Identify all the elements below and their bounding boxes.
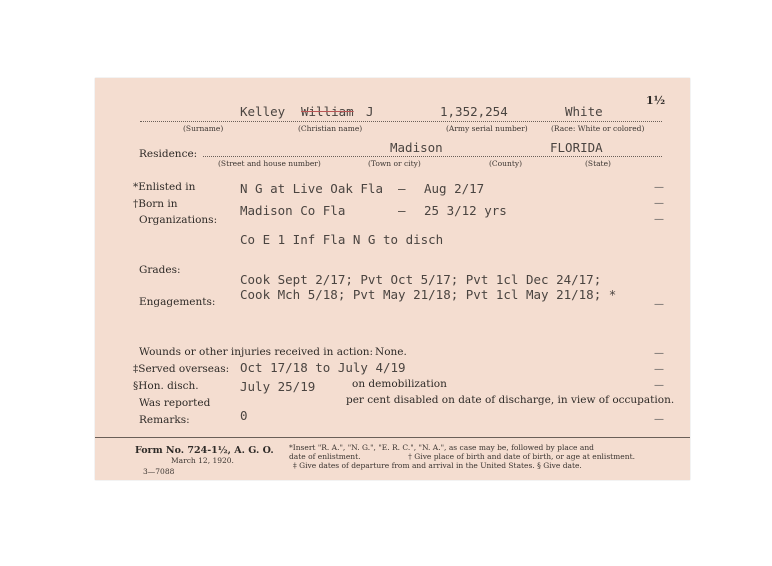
- footnote-3: ‡ Give dates of departure from and arrival in the United States. § Give date.: [293, 461, 582, 470]
- born-label: †Born in: [133, 198, 178, 210]
- town-value: Madison: [390, 140, 443, 155]
- wounds-value: None.: [375, 346, 407, 358]
- enlisted-right-dash: —: [654, 182, 664, 193]
- enlisted-value: N G at Live Oak Fla: [240, 181, 383, 196]
- caption-surname: (Surname): [183, 124, 224, 133]
- disability-text: per cent disabled on date of discharge, in view of occupation.: [346, 394, 675, 406]
- caption-county: (County): [489, 159, 523, 168]
- grades-label: Grades:: [139, 264, 181, 276]
- enlisted-label: *Enlisted in: [133, 181, 196, 193]
- hon-disch-value: July 25/19: [240, 379, 316, 394]
- hon-disch-reason: on demobilization: [352, 378, 447, 390]
- remarks-label: Remarks:: [139, 414, 190, 426]
- hon-disch-label: §Hon. disch.: [133, 380, 199, 392]
- christian-name-value: J: [366, 104, 374, 119]
- caption-street: (Street and house number): [218, 159, 321, 168]
- footnote-2: date of enlistment. † Give place of birth and date of birth, or age at enlistment.: [289, 452, 635, 461]
- caption-town: (Town or city): [368, 159, 421, 168]
- grades-line-2: Cook Mch 5/18; Pvt May 21/18; Pvt 1cl May 21/18; *: [240, 287, 617, 302]
- engagements-label: Engagements:: [139, 296, 216, 308]
- born-right-dash: —: [654, 198, 664, 209]
- race-value: White: [565, 104, 603, 119]
- enlisted-date: Aug 2/17: [424, 181, 485, 196]
- hon-right-dash: —: [654, 380, 664, 391]
- served-right-dash: —: [654, 364, 664, 375]
- caption-state: (State): [585, 159, 611, 168]
- grades-line-1: Cook Sept 2/17; Pvt Oct 5/17; Pvt 1cl Dec 24/17;: [240, 272, 602, 287]
- organizations-right-dash: —: [654, 214, 664, 225]
- born-dash: –: [398, 203, 406, 218]
- was-reported-label: Was reported: [139, 397, 211, 409]
- born-age: 25 3/12 yrs: [424, 203, 507, 218]
- caption-serial-number: (Army serial number): [446, 124, 528, 133]
- form-number: Form No. 724-1½, A. G. O.: [135, 445, 274, 456]
- form-code: 3—7088: [143, 467, 175, 476]
- footer-rule: [95, 437, 690, 438]
- state-value: FLORIDA: [550, 140, 603, 155]
- surname-value: Kelley: [240, 104, 286, 119]
- caption-christian-name: (Christian name): [298, 124, 363, 133]
- organizations-label: Organizations:: [139, 214, 218, 226]
- caption-race: (Race: White or colored): [551, 124, 645, 133]
- wounds-label: Wounds or other injuries received in action:: [139, 346, 374, 358]
- residence-line: [203, 156, 662, 157]
- enlisted-dash: –: [398, 181, 406, 196]
- organizations-value: Co E 1 Inf Fla N G to disch: [240, 232, 444, 247]
- engagements-right-dash: —: [654, 299, 664, 310]
- service-record-card: [95, 78, 690, 480]
- disability-percent-value: 0: [240, 408, 248, 423]
- residence-label: Residence:: [139, 148, 198, 160]
- remarks-right-dash: —: [654, 414, 664, 425]
- form-date: March 12, 1920.: [171, 456, 234, 465]
- footnote-1: *Insert "R. A.", "N. G.", "E. R. C.", "N. A.", as case may be, followed by place and: [289, 443, 594, 452]
- served-overseas-label: ‡Served overseas:: [133, 363, 230, 375]
- served-overseas-value: Oct 17/18 to July 4/19: [240, 360, 406, 375]
- wounds-right-dash: —: [654, 348, 664, 359]
- card-fraction: 1½: [646, 94, 666, 107]
- serial-number-value: 1,352,254: [440, 104, 508, 119]
- born-value: Madison Co Fla: [240, 203, 346, 218]
- christian-name-struck: William: [301, 104, 354, 119]
- name-line: [140, 121, 662, 122]
